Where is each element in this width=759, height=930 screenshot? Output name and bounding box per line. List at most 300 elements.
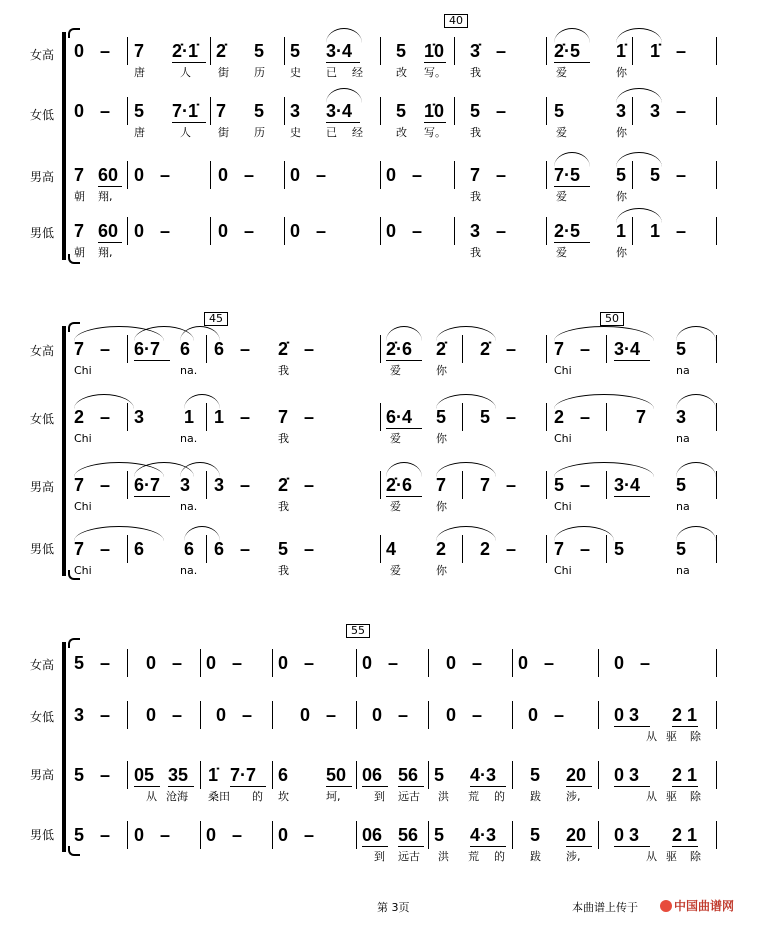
barline: [716, 761, 717, 789]
lyric-syllable: 我: [278, 432, 289, 445]
lyric-syllable: 爱: [556, 126, 567, 139]
staff-alto: [0, 100, 759, 152]
staff-tenor: [0, 764, 759, 816]
system-2: [0, 306, 759, 586]
note: 06: [362, 765, 383, 785]
lyric-syllable: 除: [690, 790, 701, 803]
note: 0: [134, 165, 145, 185]
notes: [0, 338, 759, 360]
barline: [716, 217, 717, 245]
lyric-syllable: 朝: [74, 246, 85, 259]
note: –: [240, 539, 251, 559]
barline: [380, 335, 381, 363]
barline: [284, 37, 285, 65]
notes: [0, 652, 759, 674]
lyrics: [0, 564, 759, 578]
note: 3: [470, 221, 481, 241]
note: 5: [480, 407, 491, 427]
beam-underline: [398, 846, 424, 847]
note: 0: [74, 101, 85, 121]
note: 0: [134, 825, 145, 845]
note: –: [580, 475, 591, 495]
note: 2̇: [480, 339, 491, 359]
voice-label-soprano: 女高: [30, 344, 55, 358]
beam-underline: [470, 846, 506, 847]
note: –: [472, 705, 483, 725]
staff-alto: [0, 704, 759, 756]
lyric-syllable: na.: [180, 432, 198, 445]
barline: [127, 37, 128, 65]
note: –: [160, 825, 171, 845]
lyric-syllable: 我: [470, 246, 481, 259]
note: –: [100, 653, 111, 673]
lyrics: [0, 500, 759, 514]
note: 7: [134, 41, 145, 61]
lyrics: [0, 364, 759, 378]
lyric-syllable: Chi: [554, 500, 572, 513]
note: 2: [74, 407, 85, 427]
note: 2̇·6: [386, 339, 413, 359]
staff-bass: [0, 220, 759, 272]
note: 2̇: [216, 41, 227, 61]
note: 1: [184, 407, 195, 427]
lyric-syllable: 荒: [468, 850, 479, 863]
note: 5: [396, 41, 407, 61]
note: –: [496, 41, 507, 61]
notes: [0, 406, 759, 428]
slur: [616, 28, 662, 43]
barline: [127, 217, 128, 245]
slur: [554, 394, 654, 409]
voice-label-tenor: 男高: [30, 768, 55, 782]
lyric-syllable: 荒: [468, 790, 479, 803]
note: 2: [436, 539, 447, 559]
note: 5: [74, 653, 85, 673]
note: –: [232, 825, 243, 845]
lyric-syllable: Chi: [74, 364, 92, 377]
lyric-syllable: 历: [254, 126, 265, 139]
voice-label-tenor: 男高: [30, 480, 55, 494]
beam-underline: [386, 496, 422, 497]
notes: [0, 538, 759, 560]
beam-underline: [172, 122, 206, 123]
lyric-syllable: 爱: [556, 246, 567, 259]
lyric-syllable: 你: [616, 66, 627, 79]
measure-number: 40: [444, 14, 468, 28]
beam-underline: [386, 428, 422, 429]
note: 5: [676, 475, 687, 495]
slur: [326, 28, 362, 43]
voice-label-alto: 女低: [30, 412, 55, 426]
note: –: [100, 539, 111, 559]
note: 6: [278, 765, 289, 785]
staff-bass: [0, 824, 759, 876]
note: 5: [254, 41, 265, 61]
note: –: [100, 765, 111, 785]
note: 20: [566, 825, 587, 845]
barline: [356, 649, 357, 677]
lyric-syllable: 我: [470, 66, 481, 79]
lyrics: [0, 190, 759, 204]
beam-underline: [134, 496, 170, 497]
slur: [184, 526, 220, 541]
measure-number: 50: [600, 312, 624, 326]
note: 3·4: [326, 101, 353, 121]
lyric-syllable: 驱: [666, 790, 677, 803]
note: 3: [180, 475, 191, 495]
note: 7: [74, 475, 85, 495]
beam-underline: [672, 726, 698, 727]
slur: [554, 152, 590, 167]
barline: [716, 161, 717, 189]
note: –: [240, 407, 251, 427]
note: 1: [650, 221, 661, 241]
note: –: [304, 475, 315, 495]
note: –: [676, 165, 687, 185]
note: 3: [616, 101, 627, 121]
lyric-syllable: 我: [278, 500, 289, 513]
slur: [180, 326, 220, 341]
note: 7: [74, 339, 85, 359]
note: 6: [184, 539, 195, 559]
note: 7: [554, 539, 565, 559]
note: 5: [436, 407, 447, 427]
barline: [716, 335, 717, 363]
slur: [184, 394, 220, 409]
beam-underline: [134, 360, 170, 361]
beam-underline: [672, 786, 698, 787]
note: 0: [518, 653, 529, 673]
note: 2·5: [554, 221, 581, 241]
note: 1̇: [616, 41, 627, 61]
barline: [380, 403, 381, 431]
note: 2 1: [672, 825, 698, 845]
note: –: [676, 221, 687, 241]
note: 2 1: [672, 765, 698, 785]
staff-tenor: [0, 474, 759, 526]
note: 2̇: [278, 339, 289, 359]
note: 6·4: [386, 407, 413, 427]
note: 50: [326, 765, 347, 785]
barline: [210, 97, 211, 125]
note: –: [100, 101, 111, 121]
barline: [380, 37, 381, 65]
staff-bass: [0, 538, 759, 590]
note: –: [242, 705, 253, 725]
voice-label-bass: 男低: [30, 828, 55, 842]
lyric-syllable: 到: [374, 850, 385, 863]
lyrics: [0, 850, 759, 864]
note: 0: [300, 705, 311, 725]
note: 6·7: [134, 339, 161, 359]
note: –: [544, 653, 555, 673]
barline: [598, 761, 599, 789]
note: –: [472, 653, 483, 673]
lyric-syllable: 爱: [390, 364, 401, 377]
notes: [0, 164, 759, 186]
slur: [74, 394, 134, 409]
note: 7: [636, 407, 647, 427]
note: 0: [614, 653, 625, 673]
lyric-syllable: na: [676, 500, 690, 513]
note: 35: [168, 765, 189, 785]
note: 2̇: [278, 475, 289, 495]
note: 4·3: [470, 825, 497, 845]
logo-icon: [660, 900, 672, 912]
barline: [272, 761, 273, 789]
note: 3: [214, 475, 225, 495]
note: 06: [362, 825, 383, 845]
note: 5: [530, 825, 541, 845]
lyric-syllable: 朝: [74, 190, 85, 203]
note: 0: [218, 221, 229, 241]
note: 5: [650, 165, 661, 185]
barline: [127, 701, 128, 729]
barline: [380, 535, 381, 563]
beam-underline: [470, 786, 506, 787]
barline: [428, 761, 429, 789]
barline: [716, 403, 717, 431]
note: –: [160, 221, 171, 241]
barline: [428, 701, 429, 729]
lyric-syllable: 的: [494, 850, 505, 863]
note: 6: [180, 339, 191, 359]
lyric-syllable: 人: [180, 126, 191, 139]
slur: [386, 326, 422, 341]
lyric-syllable: 从: [646, 730, 657, 743]
beam-underline: [362, 846, 388, 847]
barline: [356, 761, 357, 789]
slur: [180, 462, 220, 477]
lyric-syllable: 爱: [390, 564, 401, 577]
barline: [512, 761, 513, 789]
upload-credit: 本曲谱上传于: [572, 901, 638, 914]
lyric-syllable: 唐: [134, 126, 145, 139]
beam-underline: [326, 62, 360, 63]
note: 5: [616, 165, 627, 185]
lyric-syllable: Chi: [74, 500, 92, 513]
note: –: [506, 339, 517, 359]
barline: [210, 217, 211, 245]
barline: [598, 649, 599, 677]
note: –: [240, 475, 251, 495]
note: 5: [676, 339, 687, 359]
note: 5: [254, 101, 265, 121]
note: 3: [650, 101, 661, 121]
measure-number: 55: [346, 624, 370, 638]
slur: [436, 462, 496, 477]
note: 0: [362, 653, 373, 673]
barline: [716, 37, 717, 65]
lyric-syllable: 经: [352, 126, 363, 139]
note: 2: [554, 407, 565, 427]
note: 2̇·1̇: [172, 41, 199, 61]
note: –: [244, 221, 255, 241]
note: 6·7: [134, 475, 161, 495]
barline: [380, 161, 381, 189]
note: –: [316, 221, 327, 241]
note: 5: [614, 539, 625, 559]
note: 3: [290, 101, 301, 121]
note: 0: [206, 825, 217, 845]
site-logo[interactable]: [660, 897, 734, 914]
note: 0: [74, 41, 85, 61]
lyric-syllable: 已: [326, 126, 337, 139]
note: 0: [146, 653, 157, 673]
note: 0 3: [614, 705, 640, 725]
lyric-syllable: 桑田: [208, 790, 230, 803]
lyric-syllable: Chi: [554, 432, 572, 445]
note: 0: [372, 705, 383, 725]
barline: [127, 97, 128, 125]
barline: [454, 37, 455, 65]
barline: [200, 761, 201, 789]
note: 7: [216, 101, 227, 121]
lyric-syllable: 涉,: [566, 850, 581, 863]
lyric-syllable: 你: [616, 126, 627, 139]
lyric-syllable: 你: [436, 500, 447, 513]
beam-underline: [566, 786, 592, 787]
note: 2̇·6: [386, 475, 413, 495]
note: 7: [74, 221, 85, 241]
note: 0 3: [614, 765, 640, 785]
lyric-syllable: Chi: [554, 364, 572, 377]
notes: [0, 100, 759, 122]
note: 60: [98, 165, 119, 185]
note: –: [232, 653, 243, 673]
voice-label-alto: 女低: [30, 710, 55, 724]
beam-underline: [672, 846, 698, 847]
staff-soprano: [0, 652, 759, 704]
lyric-syllable: 已: [326, 66, 337, 79]
note: 2̇·5: [554, 41, 581, 61]
lyric-syllable: 翔,: [98, 246, 113, 259]
lyric-syllable: 我: [278, 564, 289, 577]
note: 3: [134, 407, 145, 427]
note: 2̇: [436, 339, 447, 359]
barline: [210, 37, 211, 65]
system-1: [0, 14, 759, 274]
barline: [454, 217, 455, 245]
beam-underline: [614, 360, 650, 361]
lyric-syllable: 跋: [530, 790, 541, 803]
note: –: [496, 101, 507, 121]
note: –: [100, 705, 111, 725]
note: 56: [398, 765, 419, 785]
lyric-syllable: Chi: [74, 432, 92, 445]
staff-soprano: [0, 40, 759, 92]
lyric-syllable: 史: [290, 126, 301, 139]
slur: [676, 526, 716, 541]
lyric-syllable: 驱: [666, 850, 677, 863]
note: 3·4: [614, 475, 641, 495]
lyric-syllable: 洪: [438, 850, 449, 863]
note: 20: [566, 765, 587, 785]
lyric-syllable: 远古: [398, 790, 420, 803]
barline: [716, 535, 717, 563]
note: 5: [676, 539, 687, 559]
barline: [546, 161, 547, 189]
notes: [0, 764, 759, 786]
barline: [284, 161, 285, 189]
note: 0: [206, 653, 217, 673]
lyric-syllable: 从: [146, 790, 157, 803]
beam-underline: [326, 786, 352, 787]
lyric-syllable: 沧海: [166, 790, 188, 803]
note: –: [398, 705, 409, 725]
beam-underline: [362, 786, 388, 787]
note: –: [640, 653, 651, 673]
beam-underline: [614, 846, 650, 847]
slur: [554, 526, 614, 541]
barline: [546, 471, 547, 499]
barline: [598, 821, 599, 849]
note: 60: [98, 221, 119, 241]
note: 0: [446, 653, 457, 673]
barline: [380, 471, 381, 499]
lyric-syllable: 驱: [666, 730, 677, 743]
barline: [512, 821, 513, 849]
lyric-syllable: 改: [396, 126, 407, 139]
lyric-syllable: 我: [470, 126, 481, 139]
note: –: [100, 475, 111, 495]
note: 0: [218, 165, 229, 185]
staff-soprano: [0, 338, 759, 390]
barline: [546, 335, 547, 363]
note: 6: [214, 339, 225, 359]
barline: [598, 701, 599, 729]
slur: [554, 326, 654, 341]
lyric-syllable: Chi: [74, 564, 92, 577]
note: –: [580, 339, 591, 359]
barline: [127, 761, 128, 789]
barline: [272, 821, 273, 849]
beam-underline: [424, 62, 446, 63]
note: 0: [290, 221, 301, 241]
note: 0: [134, 221, 145, 241]
lyric-syllable: 的: [252, 790, 263, 803]
beam-underline: [566, 846, 592, 847]
note: –: [240, 339, 251, 359]
note: 0 3: [614, 825, 640, 845]
note: 6: [214, 539, 225, 559]
note: 5: [278, 539, 289, 559]
note: –: [506, 407, 517, 427]
note: 1̇0: [424, 41, 445, 61]
lyric-syllable: 我: [470, 190, 481, 203]
voice-label-soprano: 女高: [30, 658, 55, 672]
note: 4: [386, 539, 397, 559]
lyric-syllable: 的: [494, 790, 505, 803]
note: 7: [480, 475, 491, 495]
note: –: [100, 407, 111, 427]
barline: [272, 649, 273, 677]
lyric-syllable: 跋: [530, 850, 541, 863]
lyric-syllable: na.: [180, 500, 198, 513]
lyric-syllable: na.: [180, 364, 198, 377]
note: –: [304, 339, 315, 359]
page-number: 第 3页: [377, 901, 410, 914]
note: 7: [74, 165, 85, 185]
note: 7: [436, 475, 447, 495]
lyric-syllable: na: [676, 364, 690, 377]
note: –: [326, 705, 337, 725]
note: 0: [146, 705, 157, 725]
barline: [127, 161, 128, 189]
barline: [284, 97, 285, 125]
system-3: [0, 622, 759, 872]
note: –: [172, 705, 183, 725]
